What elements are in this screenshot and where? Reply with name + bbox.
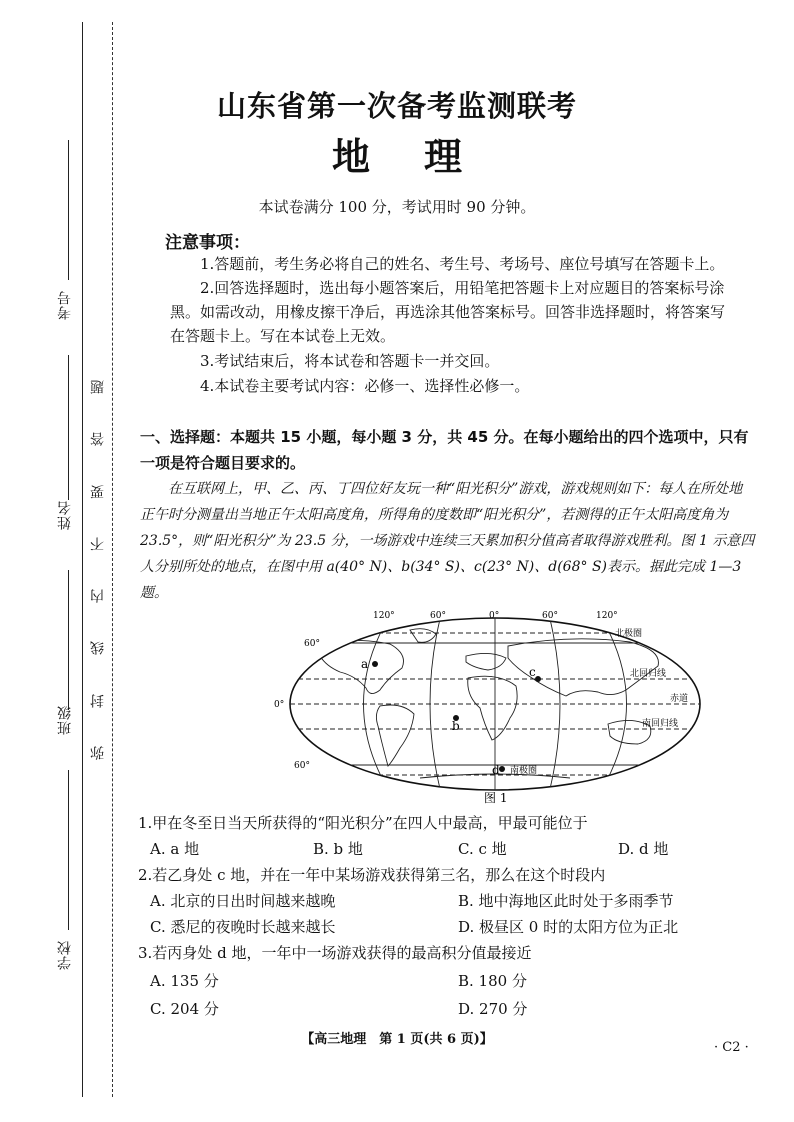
notes-heading: 注意事项： xyxy=(165,233,250,253)
point-a-marker xyxy=(372,661,378,667)
seal-char: 答 xyxy=(90,432,106,447)
question-2-stem: 2.若乙身处 c 地，并在一年中某场游戏获得第三名，那么在这个时段内 xyxy=(138,866,606,884)
note-item-4: 4.本试卷主要考试内容：必修一、选择性必修一。 xyxy=(200,377,530,395)
section-heading: 一、选择题：本题共 15 小题，每小题 3 分，共 45 分。在每小题给出的四个选项中，只有一项是符合题目要求的。 xyxy=(140,428,749,472)
lon-label-60w: 60° xyxy=(430,611,446,621)
question-1-option-b: B. b 地 xyxy=(313,840,363,858)
question-1-stem: 1.甲在冬至日当天所获得的“阳光积分”在四人中最高，甲最可能位于 xyxy=(138,814,588,832)
page-footer: 【高三地理 第 1 页(共 6 页)】 xyxy=(301,1032,493,1047)
lat-label-0: 0° xyxy=(274,700,285,710)
exam-subject: 地理 xyxy=(331,135,516,179)
note-item-1: 1.答题前，考生务必将自己的姓名、考生号、考场号、座位号填写在答题卡上。 xyxy=(200,255,725,273)
seal-warning xyxy=(88,380,108,760)
paper-code: · C2 · xyxy=(714,1040,749,1055)
question-1-option-a: A. a 地 xyxy=(150,840,200,858)
seal-char: 内 xyxy=(90,589,106,604)
question-2-option-c: C. 悉尼的夜晚时长越来越长 xyxy=(150,918,336,936)
note-item-3: 3.考试结束后，将本试卷和答题卡一并交回。 xyxy=(200,352,500,370)
question-1-option-c: C. c 地 xyxy=(458,840,507,858)
question-3-stem: 3.若丙身处 d 地，一年中一场游戏获得的最高积分值最接近 xyxy=(138,944,532,962)
margin-label-xingming: 姓名 xyxy=(57,500,73,530)
margin-label-banji: 班级 xyxy=(57,705,73,735)
score-line: 本试卷满分 100 分，考试用时 90 分钟。 xyxy=(258,198,536,216)
note-item-2: 2.回答选择题时，选出每小题答案后，用铅笔把答题卡上对应题目的答案标号涂黑。如需改动，用橡皮擦干净后，再选涂其他答案标号。回答非选择题时，将答案写在答题卡上。写在本试卷上无效。 xyxy=(170,279,726,345)
lat-label-60n: 60° xyxy=(304,639,320,649)
label-equator: 赤道 xyxy=(670,694,689,704)
question-1-option-d: D. d 地 xyxy=(618,840,669,858)
question-2-option-d: D. 极昼区 0 时的太阳方位为正北 xyxy=(458,918,679,936)
seal-char: 要 xyxy=(90,484,106,499)
question-3-option-c: C. 204 分 xyxy=(150,1000,219,1018)
question-3-option-d: D. 270 分 xyxy=(458,1000,528,1018)
label-tropic-cancer: 北回归线 xyxy=(630,669,667,679)
binding-dashed-line xyxy=(112,22,113,1097)
seal-char: 题 xyxy=(90,380,106,395)
margin-label-xuexiao: 学校 xyxy=(57,940,73,970)
question-2-option-a: A. 北京的日出时间越来越晚 xyxy=(150,892,336,910)
point-c-label: c xyxy=(529,665,536,679)
field-line-banji xyxy=(68,570,69,710)
question-passage: 在互联网上，甲、乙、丙、丁四位好友玩一种“阳光积分”游戏，游戏规则如下：每人在所处地正午时分测量出当地正午太阳高度角，所得角的度数即“阳光积分”，若测得的正午太阳高度角为 23.5°，则“阳光积分”为 23.5 分，一场游戏中连续三天累加积分值高者取得游戏胜利。图 1 示意四人分别所处的地点，在图中用 a(40° N)、b(34° S)、c(23° N)、d(68° S)表示。据此完成 1—3 题。 xyxy=(140,481,755,601)
seal-char: 弥 xyxy=(90,746,106,760)
seal-char: 不 xyxy=(90,536,106,551)
lon-label-120w: 120° xyxy=(373,611,395,621)
seal-char: 线 xyxy=(90,641,106,656)
binding-solid-line xyxy=(82,22,83,1097)
lat-label-60s: 60° xyxy=(294,761,310,771)
question-3-option-a: A. 135 分 xyxy=(150,972,219,990)
label-antarctic-circle: 南极圈 xyxy=(510,766,538,776)
question-3-option-b: B. 180 分 xyxy=(458,972,527,990)
point-c-marker xyxy=(535,676,541,682)
exam-title: 山东省第一次备考监测联考 xyxy=(216,89,577,123)
point-d-label: d xyxy=(492,763,500,777)
point-b-label: b xyxy=(452,719,460,733)
label-tropic-capricorn: 南回归线 xyxy=(642,719,679,729)
world-map-figure xyxy=(270,606,730,806)
lon-label-120e: 120° xyxy=(596,611,618,621)
margin-label-kaohao: 考号 xyxy=(57,290,73,320)
map-caption: 图 1 xyxy=(484,791,508,805)
field-line-xingming xyxy=(68,355,69,500)
seal-char: 封 xyxy=(90,693,106,708)
label-arctic-circle: 北极圈 xyxy=(615,629,643,639)
question-2-option-b: B. 地中海地区此时处于多雨季节 xyxy=(458,892,674,910)
lon-label-0: 0° xyxy=(489,611,500,621)
point-d-marker xyxy=(499,766,505,772)
field-line-xuexiao xyxy=(68,770,69,930)
point-a-label: a xyxy=(361,657,369,671)
lon-label-60e: 60° xyxy=(542,611,558,621)
